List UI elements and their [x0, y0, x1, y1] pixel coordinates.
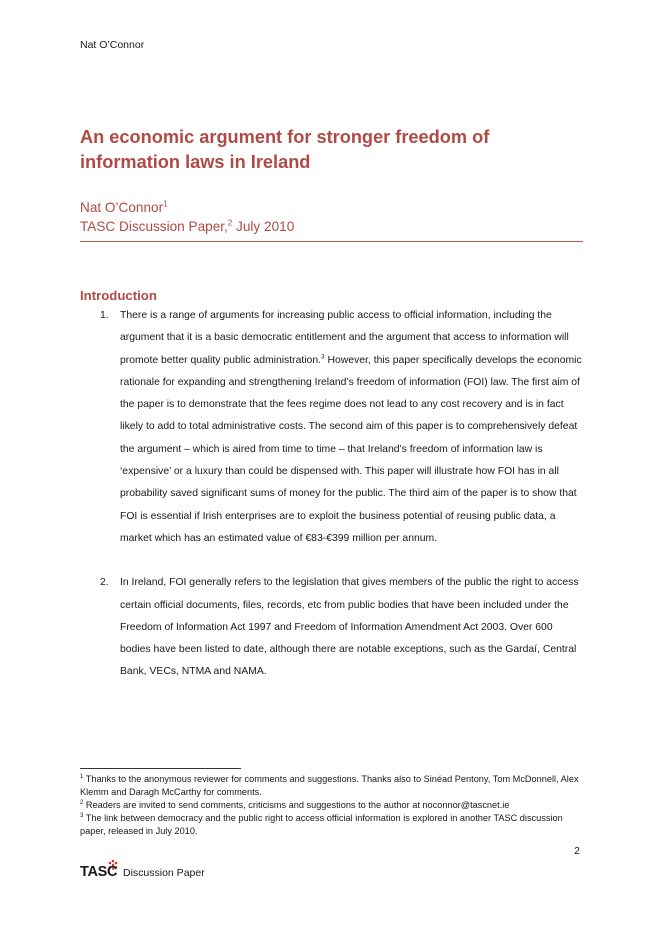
paper-title: An economic argument for stronger freedom of information laws in Ireland: [80, 127, 490, 172]
footnote-text: The link between democracy and the public right to access official information is explored in another TASC discussion paper, released in July 2010.: [80, 813, 563, 836]
item-text: There is a range of arguments for increasing public access to official information, including the argument that it is a basic democratic entitlement and the argument that access to information will promote better quality public administration.: [120, 310, 569, 366]
author-name: Nat O’Connor: [80, 200, 164, 215]
series-name: TASC Discussion Paper,: [80, 219, 228, 234]
item-number: 2.: [100, 577, 109, 589]
footnotes: [80, 773, 583, 838]
footnote-ref: 3: [321, 353, 325, 361]
item-number: 1.: [100, 310, 109, 321]
footnote-divider: [80, 768, 241, 769]
footnote-text: Thanks to the anonymous reviewer for comments and suggestions. Thanks also to Sinéad Pentony, Tom McDonnell, Alex Klemm and Daragh McCarthy for comments.: [80, 774, 579, 797]
item-text: In Ireland, FOI generally refers to the legislation that gives members of the public the right to access certain official documents, files, records, etc from public bodies that have been included under the Freedom of Information Act 1997 and Freedom of Information Amendment Act 2003. Over 600 bodies have been listed to date, although there are notable exceptions, such as the Gardaí, Central Bank, VECs, NTMA and NAMA.: [120, 577, 579, 678]
footer-label: Discussion Paper: [123, 867, 205, 879]
author-line: [80, 198, 294, 217]
footnote-mark: 2: [80, 799, 84, 806]
publication-date: July 2010: [232, 219, 295, 234]
tasc-logo-text: TASC: [80, 864, 118, 880]
list-item: [80, 572, 583, 683]
title-divider: [80, 241, 583, 242]
list-item: [80, 305, 583, 550]
item-text-continued: However, this paper specifically develops the economic rationale for expanding and strengthening Ireland’s freedom of information (FOI) law. The first aim of the paper is to demonstrate that the fees regime does not lead to any cost recovery and is in fact likely to add to total administrative costs. The second aim of this paper is to comprehensively defeat the argument – which is aired from time to time – that Ireland’s freedom of information law is ‘expensive’ or a luxury than could be dispensed with. This paper will illustrate how FOI has in all probability saved significant sums of money for the public. The third aim of the paper is to show that FOI is essential if Irish enterprises are to exploit the business potential of reusing public data, a market which has an estimated value of €83-€399 million per annum.: [120, 354, 582, 544]
footnote-mark: 3: [80, 812, 84, 819]
footnote-text: Readers are invited to send comments, criticisms and suggestions to the author at noconnor@tascnet.ie: [83, 800, 510, 810]
footnote: [80, 812, 583, 838]
author-block: [80, 198, 294, 236]
running-head: Nat O’Connor: [80, 39, 145, 51]
footnote-ref: 2: [227, 218, 233, 228]
footnote: [80, 773, 583, 799]
section-heading: Introduction: [80, 288, 157, 303]
footnote: [80, 799, 583, 812]
numbered-list: [80, 305, 583, 684]
footnote-ref: 1: [163, 199, 168, 209]
page-number: 2: [574, 845, 580, 857]
series-line: [80, 217, 294, 236]
footnote-mark: 1: [80, 773, 84, 780]
